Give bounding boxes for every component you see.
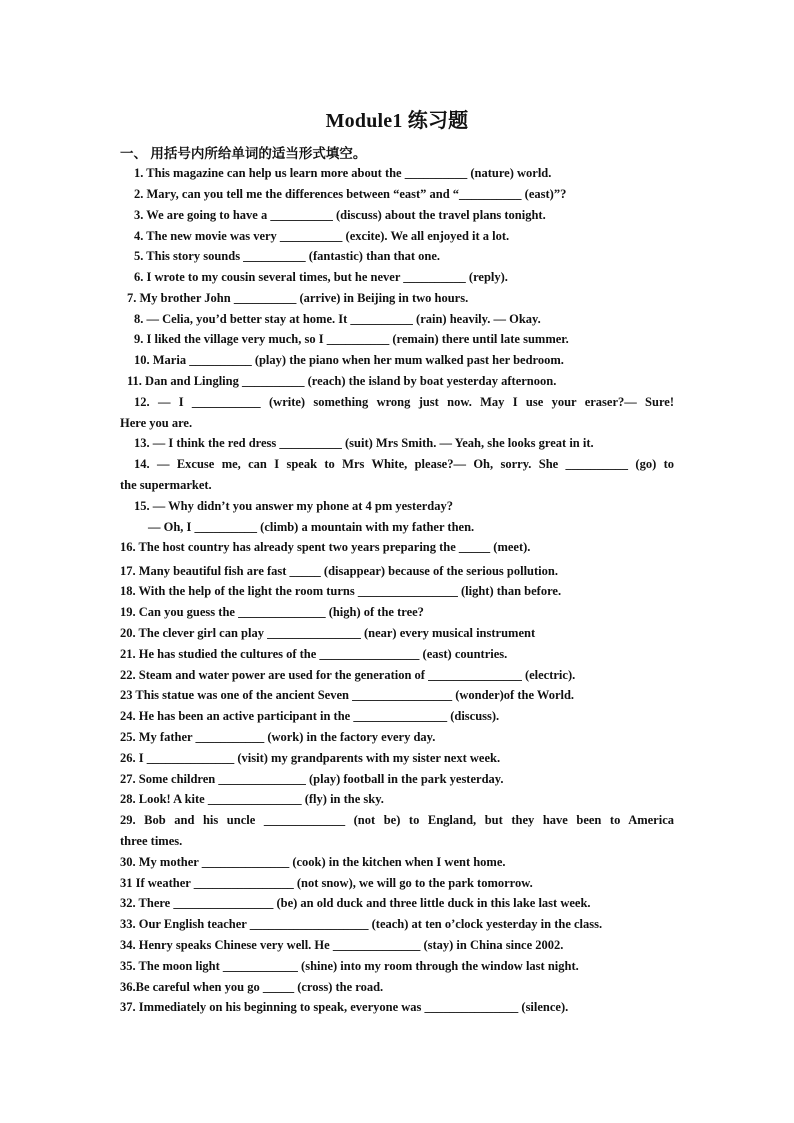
exercise-line: 16. The host country has already spent two years preparing the _____ (meet). (120, 540, 531, 554)
exercise-line: 33. Our English teacher ___________________ (teach) at ten o’clock yesterday in the class. (120, 917, 603, 931)
exercise-line: 1. This magazine can help us learn more about the __________ (nature) world. (134, 166, 552, 180)
exercise-line: 32. There ________________ (be) an old duck and three little duck in this lake last week. (120, 896, 591, 910)
exercise-line: — Oh, I __________ (climb) a mountain with my father then. (148, 520, 475, 534)
exercise-line: 2. Mary, can you tell me the differences between “east” and “__________ (east)”? (134, 187, 567, 201)
exercise-line: 13. — I think the red dress __________ (suit) Mrs Smith. — Yeah, she looks great in it. (134, 436, 594, 450)
exercise-line: 23 This statue was one of the ancient Seven ________________ (wonder)of the World. (120, 688, 575, 702)
exercise-line: 15. — Why didn’t you answer my phone at 4 pm yesterday? (134, 499, 454, 513)
exercise-line: 31 If weather ________________ (not snow), we will go to the park tomorrow. (120, 876, 533, 890)
exercise-line: 10. Maria __________ (play) the piano when her mum walked past her bedroom. (134, 353, 564, 367)
section-heading: 一、 用括号内所给单词的适当形式填空。 (120, 146, 367, 161)
exercise-line: 25. My father ___________ (work) in the factory every day. (120, 730, 436, 744)
exercise-line: 7. My brother John __________ (arrive) in Beijing in two hours. (127, 291, 469, 305)
exercise-line: 28. Look! A kite _______________ (fly) in the sky. (120, 792, 384, 806)
exercise-line: 34. Henry speaks Chinese very well. He ______________ (stay) in China since 2002. (120, 938, 564, 952)
exercise-line: 27. Some children ______________ (play) football in the park yesterday. (120, 772, 504, 786)
exercise-line: 29. Bob and his uncle _____________ (not be) to England, but they have been to America (120, 813, 674, 827)
exercise-line: 35. The moon light ____________ (shine) into my room through the window last night. (120, 959, 579, 973)
exercise-line: 21. He has studied the cultures of the ________________ (east) countries. (120, 647, 508, 661)
exercise-line: 26. I ______________ (visit) my grandparents with my sister next week. (120, 751, 501, 765)
exercise-line: the supermarket. (120, 478, 212, 492)
exercise-line: three times. (120, 834, 183, 848)
exercise-line: 36.Be careful when you go _____ (cross) the road. (120, 980, 384, 994)
page-title: Module1 练习题 (325, 110, 469, 132)
exercise-line: 12. — I ___________ (write) something wrong just now. May I use your eraser?— Sure! (134, 395, 674, 409)
exercise-line: 9. I liked the village very much, so I __________ (remain) there until late summer. (134, 332, 569, 346)
exercise-line: 3. We are going to have a __________ (discuss) about the travel plans tonight. (134, 208, 546, 222)
exercise-line: 22. Steam and water power are used for the generation of _______________ (electric). (120, 668, 576, 682)
exercise-line: 5. This story sounds __________ (fantastic) than that one. (134, 249, 441, 263)
exercise-line: 8. — Celia, you’d better stay at home. It __________ (rain) heavily. — Okay. (134, 312, 541, 326)
exercise-line: 17. Many beautiful fish are fast _____ (disappear) because of the serious pollution. (120, 564, 558, 578)
exercise-line: Here you are. (120, 416, 193, 430)
exercise-line: 4. The new movie was very __________ (excite). We all enjoyed it a lot. (134, 229, 510, 243)
exercise-line: 24. He has been an active participant in the _______________ (discuss). (120, 709, 500, 723)
exercise-line: 11. Dan and Lingling __________ (reach) the island by boat yesterday afternoon. (127, 374, 557, 388)
exercise-line: 14. — Excuse me, can I speak to Mrs White, please?— Oh, sorry. She __________ (go) to (134, 457, 674, 471)
exercise-line: 30. My mother ______________ (cook) in the kitchen when I went home. (120, 855, 506, 869)
exercise-line: 18. With the help of the light the room turns ________________ (light) than before. (120, 584, 562, 598)
exercise-line: 6. I wrote to my cousin several times, but he never __________ (reply). (134, 270, 508, 284)
exercise-line: 19. Can you guess the ______________ (high) of the tree? (120, 605, 424, 619)
exercise-line: 37. Immediately on his beginning to speak, everyone was _______________ (silence). (120, 1000, 569, 1014)
exercise-line: 20. The clever girl can play _______________ (near) every musical instrument (120, 626, 536, 640)
